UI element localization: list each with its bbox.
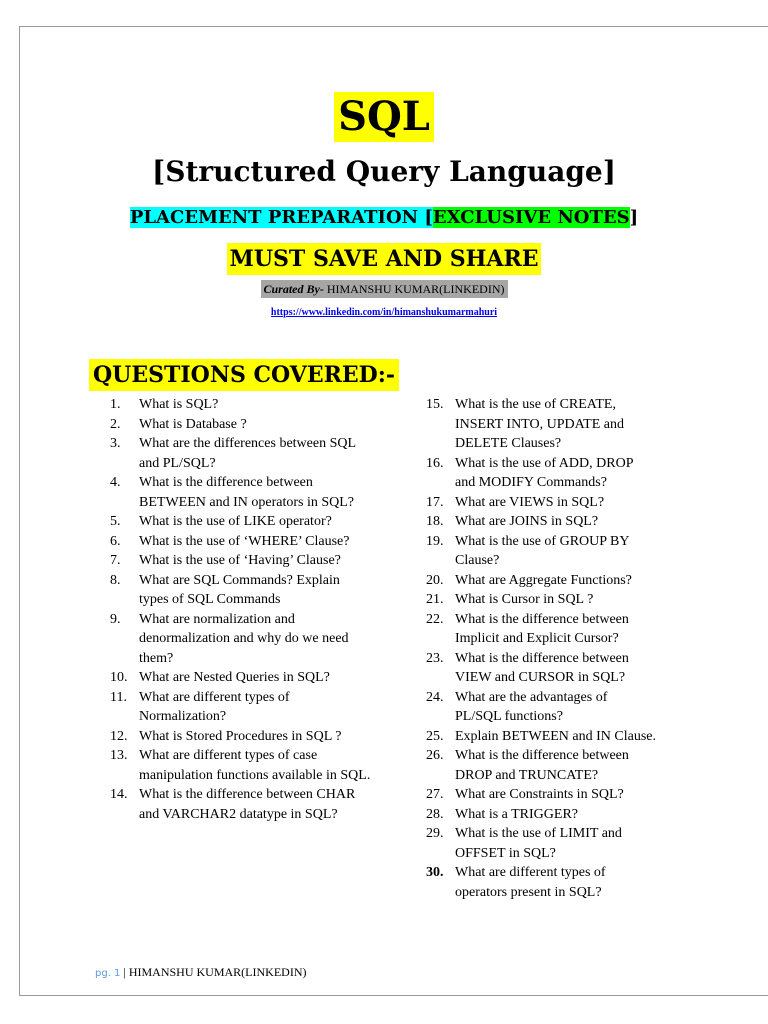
question-item xyxy=(110,532,372,552)
question-number: 24. xyxy=(426,689,444,705)
curated-box xyxy=(261,280,508,298)
question-number: 10. xyxy=(110,670,128,685)
question-number: 3. xyxy=(110,436,121,451)
question-number: 8. xyxy=(110,572,121,588)
question-item xyxy=(110,512,372,532)
question-text: What is a TRIGGER? xyxy=(455,806,578,822)
question-number: 9. xyxy=(110,611,121,627)
question-item xyxy=(426,824,656,863)
question-item xyxy=(110,668,372,688)
question-item xyxy=(426,395,656,454)
question-text: What are VIEWS in SQL? xyxy=(455,494,605,510)
question-number: 14. xyxy=(110,787,128,802)
page-subtitle: [Structured Query Language] xyxy=(152,155,616,188)
questions-heading: QUESTIONS COVERED:- xyxy=(89,359,399,391)
question-text: What is the difference between VIEW and CURSOR in SQL? xyxy=(455,650,629,685)
question-text: What is the difference between Implicit and Explicit Cursor? xyxy=(455,611,629,646)
question-number: 19. xyxy=(426,533,444,549)
question-item xyxy=(426,863,656,902)
question-number: 13. xyxy=(110,748,128,763)
question-number: 18. xyxy=(426,514,444,529)
placement-line xyxy=(0,203,768,233)
question-item xyxy=(426,610,656,649)
question-number: 4. xyxy=(110,475,121,490)
question-text: What are the advantages of PL/SQL functions? xyxy=(455,689,608,724)
question-number: 15. xyxy=(426,397,444,412)
title-block xyxy=(0,92,768,142)
placement-prefix: PLACEMENT PREPARATION [ xyxy=(129,207,433,228)
question-item xyxy=(110,727,372,747)
question-text: What is the use of ‘WHERE’ Clause? xyxy=(139,533,350,549)
question-item xyxy=(426,688,656,727)
question-number: 22. xyxy=(426,611,444,627)
question-item xyxy=(426,512,656,532)
question-item xyxy=(110,746,372,785)
question-number: 29. xyxy=(426,826,444,841)
question-number: 21. xyxy=(426,592,444,607)
question-item xyxy=(426,649,656,688)
question-text: What is the use of GROUP BY Clause? xyxy=(455,533,629,568)
question-text: What is the difference between CHAR and VARCHAR2 datatype in SQL? xyxy=(139,787,356,822)
question-text: What is the difference between DROP and TRUNCATE? xyxy=(455,748,629,783)
curated-label: Curated By- xyxy=(263,282,324,296)
question-item xyxy=(426,727,656,747)
question-text: What are the differences between SQL and PL/SQL? xyxy=(139,436,356,471)
question-text: What are different types of operators present in SQL? xyxy=(455,865,606,900)
question-item xyxy=(110,688,372,727)
page-number: pg. 1 xyxy=(95,968,121,979)
question-number: 30. xyxy=(426,865,444,880)
question-text: What is the use of LIKE operator? xyxy=(139,514,332,529)
question-number: 23. xyxy=(426,650,444,666)
linkedin-link[interactable]: https://www.linkedin.com/in/himanshukumarmahuri xyxy=(270,307,498,318)
question-text: Explain BETWEEN and IN Clause. xyxy=(455,728,657,744)
question-number: 5. xyxy=(110,514,121,529)
question-number: 16. xyxy=(426,455,444,471)
question-item xyxy=(426,571,656,591)
question-number: 27. xyxy=(426,787,444,802)
question-item xyxy=(110,434,372,473)
question-number: 11. xyxy=(110,689,127,705)
question-item xyxy=(426,785,656,805)
question-text: What are JOINS in SQL? xyxy=(455,514,599,529)
question-text: What is the difference between BETWEEN and IN operators in SQL? xyxy=(139,475,354,510)
question-text: What is SQL? xyxy=(139,397,219,412)
must-save-block xyxy=(0,243,768,275)
question-number: 28. xyxy=(426,806,444,822)
must-save-heading: MUST SAVE AND SHARE xyxy=(227,243,540,275)
question-text: What are different types of case manipulation functions available in SQL. xyxy=(139,748,371,783)
question-item xyxy=(426,746,656,785)
subtitle-block xyxy=(0,152,768,192)
question-text: What are Aggregate Functions? xyxy=(455,572,632,588)
question-text: What is the use of CREATE, INSERT INTO, UPDATE and DELETE Clauses? xyxy=(455,397,624,451)
question-item xyxy=(110,415,372,435)
question-text: What are Constraints in SQL? xyxy=(455,787,624,802)
question-item xyxy=(110,551,372,571)
question-number: 7. xyxy=(110,553,121,568)
questions-list-right xyxy=(426,395,656,902)
question-item xyxy=(426,493,656,513)
question-text: What are normalization and denormalization and why do we need them? xyxy=(139,611,349,666)
page-footer xyxy=(95,965,306,980)
question-text: What is Stored Procedures in SQL ? xyxy=(139,728,342,744)
question-item xyxy=(426,805,656,825)
placement-highlight: EXCLUSIVE NOTES xyxy=(432,207,630,228)
question-item xyxy=(110,610,372,669)
question-text: What is Database ? xyxy=(139,416,247,432)
question-text: What are different types of Normalization? xyxy=(139,689,290,724)
question-item xyxy=(426,454,656,493)
placement-suffix: ] xyxy=(629,207,639,228)
question-item xyxy=(426,590,656,610)
question-number: 26. xyxy=(426,748,444,763)
question-number: 1. xyxy=(110,397,121,412)
question-item xyxy=(110,395,372,415)
question-text: What is Cursor in SQL ? xyxy=(455,592,594,607)
curated-name: HIMANSHU KUMAR(LINKEDIN) xyxy=(323,282,505,296)
question-text: What is the use of ‘Having’ Clause? xyxy=(139,553,341,568)
question-text: What is the use of LIMIT and OFFSET in SQL? xyxy=(455,826,622,861)
question-text: What are Nested Queries in SQL? xyxy=(139,670,330,685)
question-item xyxy=(426,532,656,571)
question-text: What is the use of ADD, DROP and MODIFY Commands? xyxy=(455,455,633,490)
question-number: 6. xyxy=(110,533,121,549)
question-item xyxy=(110,473,372,512)
question-item xyxy=(110,571,372,610)
question-number: 20. xyxy=(426,572,444,588)
questions-list-left xyxy=(110,395,372,824)
question-number: 2. xyxy=(110,416,121,432)
footer-separator: | xyxy=(120,965,129,979)
question-text: What are SQL Commands? Explain types of SQL Commands xyxy=(139,572,340,607)
question-item xyxy=(110,785,372,824)
curated-line xyxy=(0,282,768,297)
footer-author: HIMANSHU KUMAR(LINKEDIN) xyxy=(128,965,307,979)
question-number: 12. xyxy=(110,728,128,744)
question-number: 25. xyxy=(426,728,444,744)
page-title: SQL xyxy=(334,92,434,142)
question-number: 17. xyxy=(426,494,444,510)
link-line xyxy=(0,307,768,318)
